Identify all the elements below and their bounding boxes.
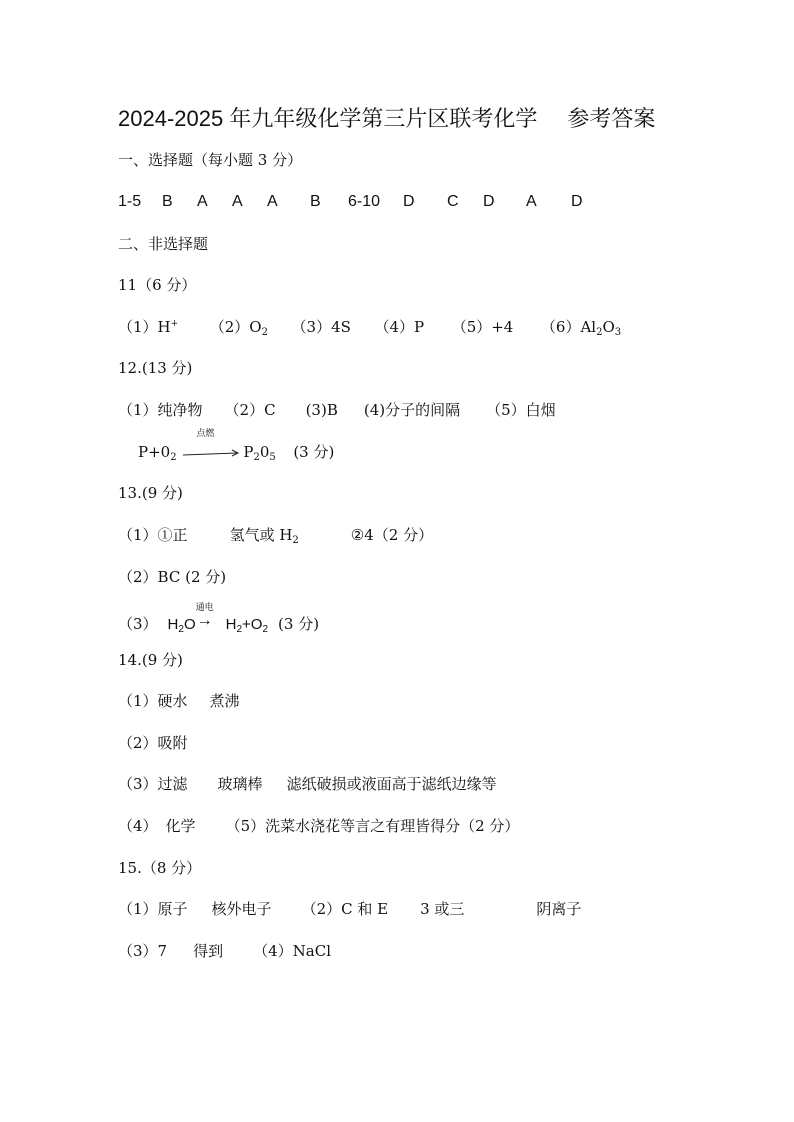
q13-r3-score: (3 分)	[278, 615, 320, 633]
q13-r1-label: （1）	[118, 526, 158, 544]
section-nonchoice-heading: 二、非选择题	[118, 235, 209, 253]
q11-a6: $Al_2O_3$	[580, 318, 622, 338]
choice-answer-10: D	[571, 193, 583, 210]
q12-heading: 12.(13 分)	[118, 359, 193, 377]
q12-eq-arrow	[181, 429, 243, 463]
q12-eq-product: $P_20_5$	[243, 443, 276, 463]
q12-eq-reactant: $P+0_2$	[138, 443, 177, 463]
q11-heading: 11（6 分）	[118, 276, 197, 294]
q13-row-1	[118, 525, 433, 545]
q11-a2: O	[249, 318, 262, 336]
q13-heading: 13.(9 分)	[118, 484, 183, 502]
q13-r1-a: ①正	[157, 526, 188, 544]
q13-r3-label: （3）	[118, 615, 158, 633]
q15-row-1	[118, 899, 581, 919]
q11-a4-label: （4）	[374, 318, 415, 336]
choice-answer-4: A	[267, 193, 278, 210]
q15-r1-e: 阴离子	[536, 900, 582, 918]
q11-a1-charge: +	[170, 319, 179, 329]
choice-answer-6: D	[403, 193, 415, 210]
q12-equation	[138, 429, 335, 463]
q12-a4: (4)分子的间隔	[363, 401, 461, 419]
title-suffix: 参考答案	[567, 106, 656, 131]
q14-row-2: （2）吸附	[118, 734, 188, 752]
q13-r1-c: ②4（2 分）	[350, 526, 434, 544]
reaction-arrow-icon	[181, 443, 243, 463]
q11-a3-label: （3）	[291, 318, 332, 336]
choice-answer-3: A	[232, 193, 243, 210]
choice-range-2: 6-10	[348, 193, 381, 210]
q14-row-1	[118, 691, 240, 711]
q15-heading: 15.（8 分）	[118, 859, 202, 877]
q11-a1: H	[157, 318, 171, 336]
choice-answer-2: A	[197, 193, 208, 210]
choice-answer-8: D	[483, 193, 495, 210]
q11-a5-label: （5）	[451, 318, 492, 336]
q13-r1-b: 氢气或 $H_2$	[229, 526, 299, 546]
q12-eq-condition: 点燃	[196, 429, 215, 439]
q14-r3-a: （3）过滤	[118, 775, 188, 793]
electrolysis-arrow-icon: →	[196, 612, 213, 629]
q11-a3: 4S	[331, 318, 351, 336]
q14-heading: 14.(9 分)	[118, 651, 183, 669]
q13-r3-reactant: $H_2O$	[167, 616, 196, 635]
q15-r1-a: （1）原子	[118, 900, 188, 918]
q15-r2-c: （4）NaCl	[253, 942, 331, 960]
q15-r1-d: 3 或三	[420, 900, 465, 918]
page-title	[118, 105, 655, 133]
q11-answers-row: （1）H+ $(2)O_2$ （3）4S （4）P （5）+4 $(6)Al_2O_3$	[118, 318, 622, 338]
choice-answer-1: B	[162, 193, 173, 210]
q11-a5: +4	[491, 318, 514, 336]
q14-r4-a: （4）	[118, 817, 158, 835]
q12-a5: （5）白烟	[486, 401, 556, 419]
q11-a1-label: （1）	[118, 318, 158, 336]
q11-a2-label: （2）	[209, 318, 250, 336]
q12-eq-score: (3 分)	[293, 443, 335, 461]
q13-row-2: （2）BC (2 分)	[118, 568, 227, 586]
q15-row-2	[118, 941, 331, 961]
q13-row-3	[118, 603, 320, 635]
q12-a1: （1）纯净物	[118, 401, 203, 419]
q13-r3-product: $H_2+O_2$	[225, 616, 269, 635]
q11-a4: P	[414, 318, 425, 336]
q11-a6-label: （6）	[540, 318, 581, 336]
q15-r1-b: 核外电子	[211, 900, 272, 918]
q15-r2-b: 得到	[193, 942, 224, 960]
q12-a2: （2）C	[224, 401, 276, 419]
q13-r3-condition: 通电	[195, 603, 214, 613]
q14-r4-b: 化学	[165, 817, 196, 835]
q13-r3-arrow	[195, 603, 216, 635]
q14-r1-a: （1）硬水	[118, 692, 188, 710]
section-choice-heading: 一、选择题（每小题 3 分）	[118, 151, 303, 169]
q15-r1-c: （2）C 和 E	[301, 900, 389, 918]
q14-r3-b: 玻璃棒	[217, 775, 263, 793]
q15-r2-a: （3）7	[118, 942, 168, 960]
title-main: 2024-2025 年九年级化学第三片区联考化学	[118, 106, 538, 131]
q12-answers-row	[118, 400, 556, 420]
choice-answer-9: A	[526, 193, 537, 210]
choice-answer-7: C	[447, 193, 459, 210]
q14-r4-c: （5）洗菜水浇花等言之有理皆得分（2 分）	[225, 817, 520, 835]
choice-answer-5: B	[310, 193, 321, 210]
q14-r1-b: 煮沸	[209, 692, 240, 710]
choice-range-1: 1-5	[118, 193, 142, 210]
choice-answers-row	[118, 192, 583, 212]
q12-a3: (3)B	[305, 401, 338, 419]
q14-row-4	[118, 816, 519, 836]
q14-row-3	[118, 774, 497, 794]
q14-r3-c: 滤纸破损或液面高于滤纸边缘等	[286, 775, 497, 793]
